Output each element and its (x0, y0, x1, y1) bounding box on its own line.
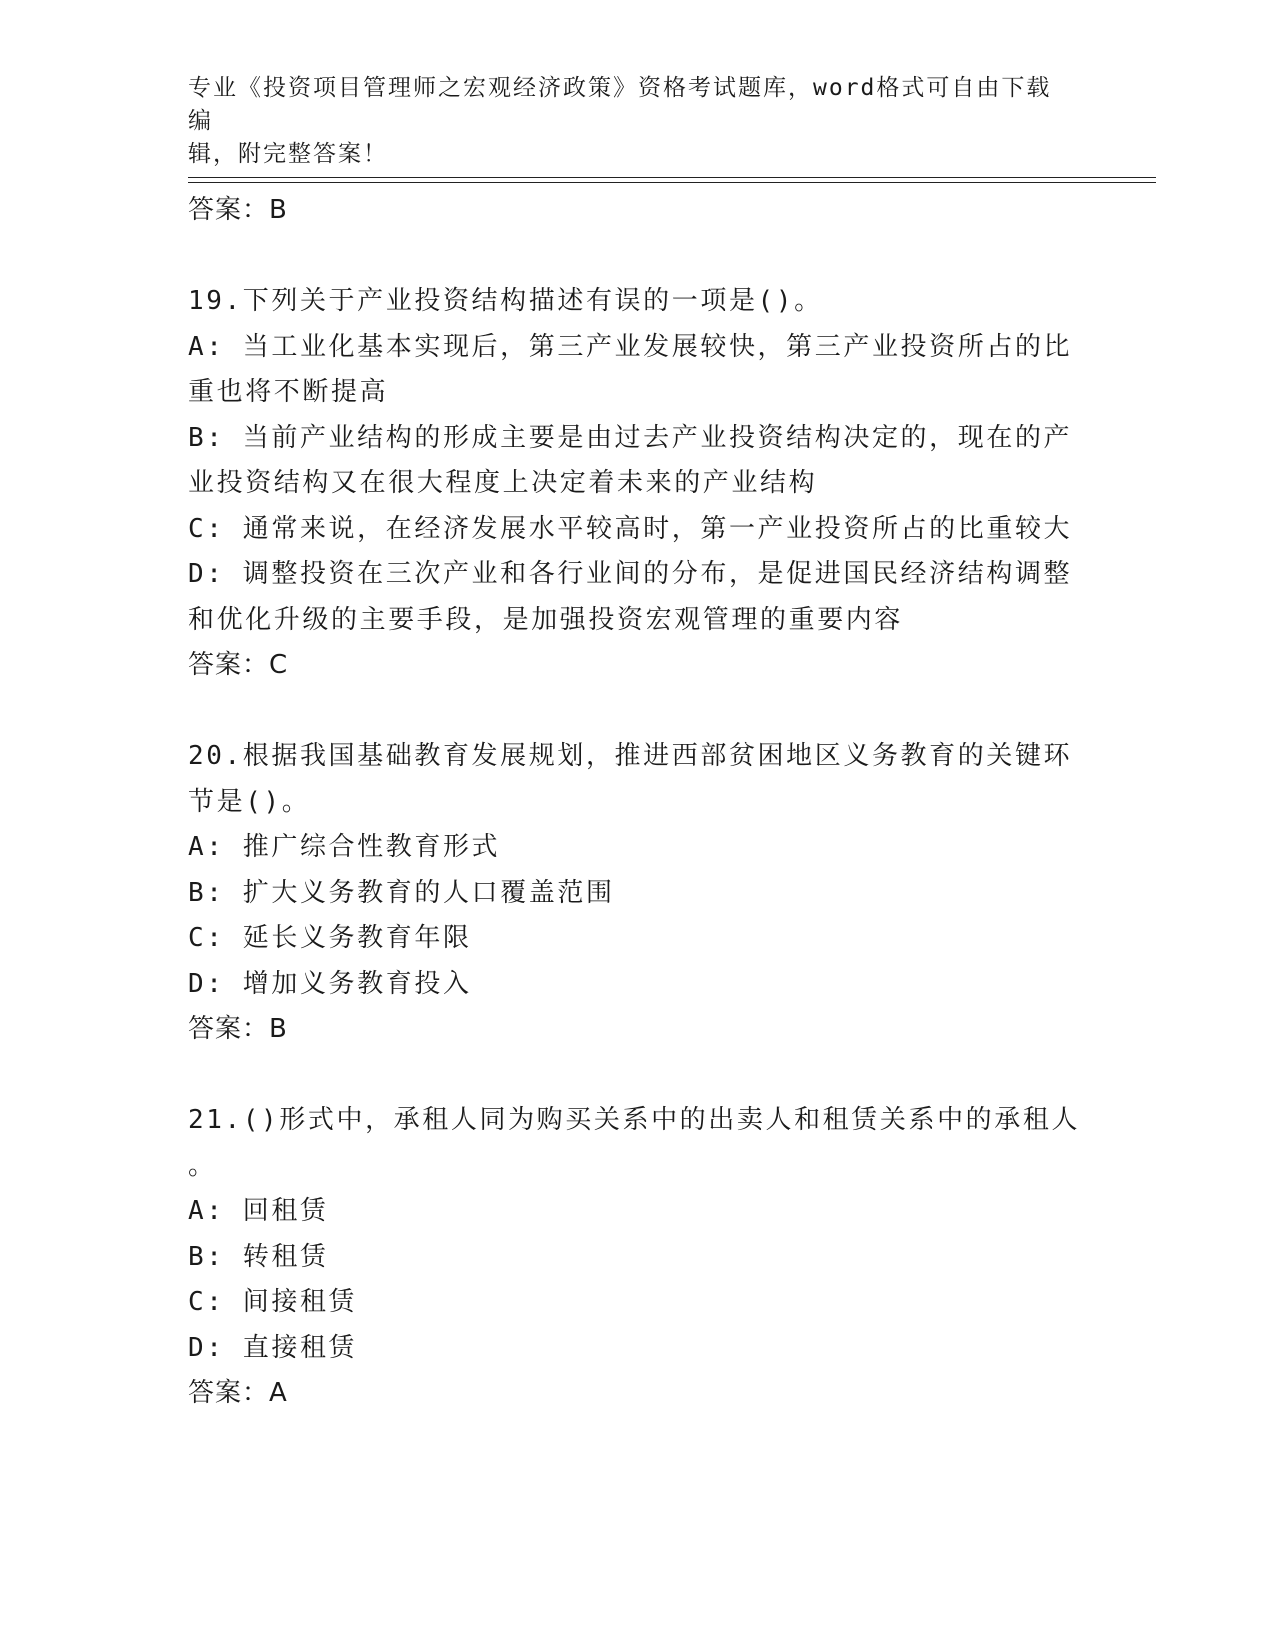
question-list (188, 188, 1088, 1417)
option-a: A: 推广综合性教育形式 (188, 832, 501, 862)
previous-answer: 答案：B (188, 195, 288, 225)
option-b: B: 当前产业结构的形成主要是由过去产业投资结构决定的，现在的产 (188, 422, 1073, 453)
option-a: A: 当工业化基本实现后，第三产业发展较快，第三产业投资所占的比 (188, 331, 1073, 362)
option-b: B: 扩大义务教育的人口覆盖范围 (188, 877, 615, 908)
question-stem: 21.()形式中，承租人同为购买关系中的出卖人和租赁关系中的承租人 (188, 1105, 1081, 1135)
question-stem-continued: 节是()。 (188, 786, 311, 817)
option-c: C: 间接租赁 (188, 1287, 358, 1317)
question-stem: 20.根据我国基础教育发展规划，推进西部贫困地区义务教育的关键环 (188, 741, 1073, 771)
question-stem: 19.下列关于产业投资结构描述有误的一项是()。 (188, 286, 823, 316)
option-c: C: 通常来说，在经济发展水平较高时，第一产业投资所占的比重较大 (188, 513, 1073, 544)
answer: 答案：A (188, 1378, 288, 1408)
spacer (188, 689, 1088, 735)
question-20 (188, 734, 1088, 1053)
header-line-1: 专业《投资项目管理师之宏观经济政策》资格考试题库，word格式可自由下载编 (188, 75, 1052, 134)
spacer (188, 234, 1088, 280)
header-divider-top (188, 177, 1156, 178)
option-a-continued: 重也将不断提高 (188, 377, 389, 407)
option-c: C: 延长义务教育年限 (188, 923, 472, 953)
option-b: B: 转租赁 (188, 1241, 329, 1272)
option-d: D: 直接租赁 (188, 1332, 358, 1363)
question-stem-continued: 。 (188, 1150, 217, 1181)
header-divider-bottom (188, 182, 1156, 183)
option-d-continued: 和优化升级的主要手段，是加强投资宏观管理的重要内容 (188, 604, 904, 635)
answer: 答案：C (188, 650, 289, 680)
question-21 (188, 1098, 1088, 1417)
option-d: D: 调整投资在三次产业和各行业间的分布，是促进国民经济结构调整 (188, 559, 1073, 589)
question-19 (188, 279, 1088, 689)
answer: 答案：B (188, 1014, 288, 1044)
header-line-2: 辑，附完整答案！ (188, 141, 388, 167)
option-b-continued: 业投资结构又在很大程度上决定着未来的产业结构 (188, 468, 818, 498)
document-header (188, 72, 1068, 171)
option-d: D: 增加义务教育投入 (188, 968, 472, 999)
option-a: A: 回租赁 (188, 1196, 329, 1226)
spacer (188, 1053, 1088, 1099)
